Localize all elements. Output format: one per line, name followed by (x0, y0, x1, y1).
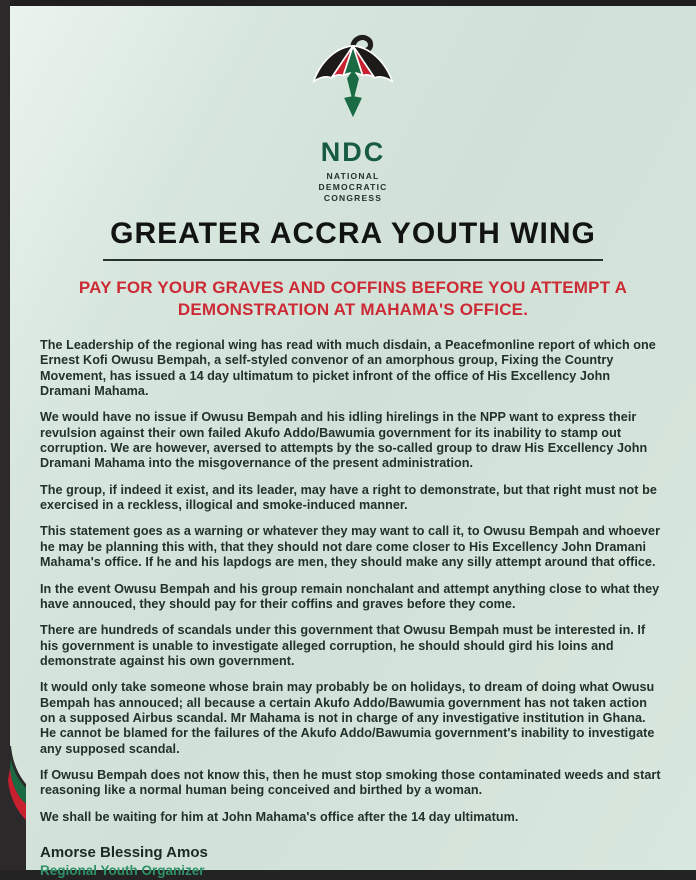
ribbon-accent-icon (0, 746, 44, 870)
statement-paragraph: We shall be waiting for him at John Mahama's office after the 14 day ultimatum. (40, 809, 519, 824)
logo-full-name (10, 171, 696, 204)
statement-body (40, 338, 662, 825)
warning-headline: PAY FOR YOUR GRAVES AND COFFINS BEFORE YOU ATTEMPT A DEMONSTRATION AT MAHAMA'S OFFICE. (78, 277, 628, 319)
ndc-logo (10, 6, 696, 204)
ndc-umbrella-icon (301, 28, 405, 132)
logo-acronym: NDC (320, 137, 386, 167)
signature-block (40, 844, 696, 880)
statement-paragraph: There are hundreds of scandals under this government that Owusu Bempah must be interested in. If his government is unable to investigate alleged corruption, he should should gird his loins and demonstrate against his own government. (40, 623, 646, 668)
logo-name-line: CONGRESS (323, 193, 383, 204)
title-underline (103, 259, 603, 261)
signatory-title: Regional Youth Organizer (40, 863, 205, 879)
statement-paragraph: If Owusu Bempah does not know this, then he must stop smoking those contaminated weeds and start reasoning like a normal human being conceived and birthed by a woman. (40, 768, 661, 798)
signatory-name: Amorse Blessing Amos (40, 844, 208, 862)
page-title: GREATER ACCRA YOUTH WING (110, 217, 596, 251)
statement-paragraph: It would only take someone whose brain may probably be on holidays, to dream of doing what Owusu Bempah has annouced; all because a certain Akufo Addo/Bawumia government has not taken action on a supposed Airbus scandal. Mr Mahama is not in charge of any investigative institution in Ghana. He cannot be blamed for the failures of the Akufo Addo/Bawumia government's inability to investigate any supposed scandal. (40, 680, 655, 756)
statement-content (10, 6, 696, 879)
left-frame-bar (0, 0, 10, 870)
statement-paragraph: This statement goes as a warning or whatever they may want to call it, to Owusu Bempah and whoever he may be planning this with, that they should not dare come closer to His Excellency John Dramani Mahama's office. If he and his lapdogs are men, they should make any silly attempt around that office. (40, 524, 661, 570)
statement-paragraph: In the event Owusu Bempah and his group remain nonchalant and attempt anything close to what they have annouced, they should pay for their coffins and graves before they come. (40, 581, 660, 611)
statement-paragraph: We would have no issue if Owusu Bempah and his idling hirelings in the NPP want to express their revulsion against their own failed Akufo Addo/Bawumia government for its inability to stamp out corruption. We are however, aversed to attempts by the so-called group to draw His Excellency John Dramani Mahama into the misgovernance of the present administration. (40, 410, 648, 471)
logo-name-line: DEMOCRATIC (318, 182, 388, 193)
statement-paragraph: The group, if indeed it exist, and its leader, may have a right to demonstrate, but that right must not be exercised in a reckless, illogical and smoke-induced manner. (40, 482, 657, 513)
logo-name-line: NATIONAL (326, 171, 380, 181)
statement-paragraph: The Leadership of the regional wing has read with much disdain, a Peacefmonline report of which one Ernest Kofi Owusu Bempah, a self-styled convenor of an amorphous group, Fixing the Country Movement, has issued a 14 day ultimatum to picket infront of the office of His Excellency John Dramani Mahama. (40, 337, 656, 398)
